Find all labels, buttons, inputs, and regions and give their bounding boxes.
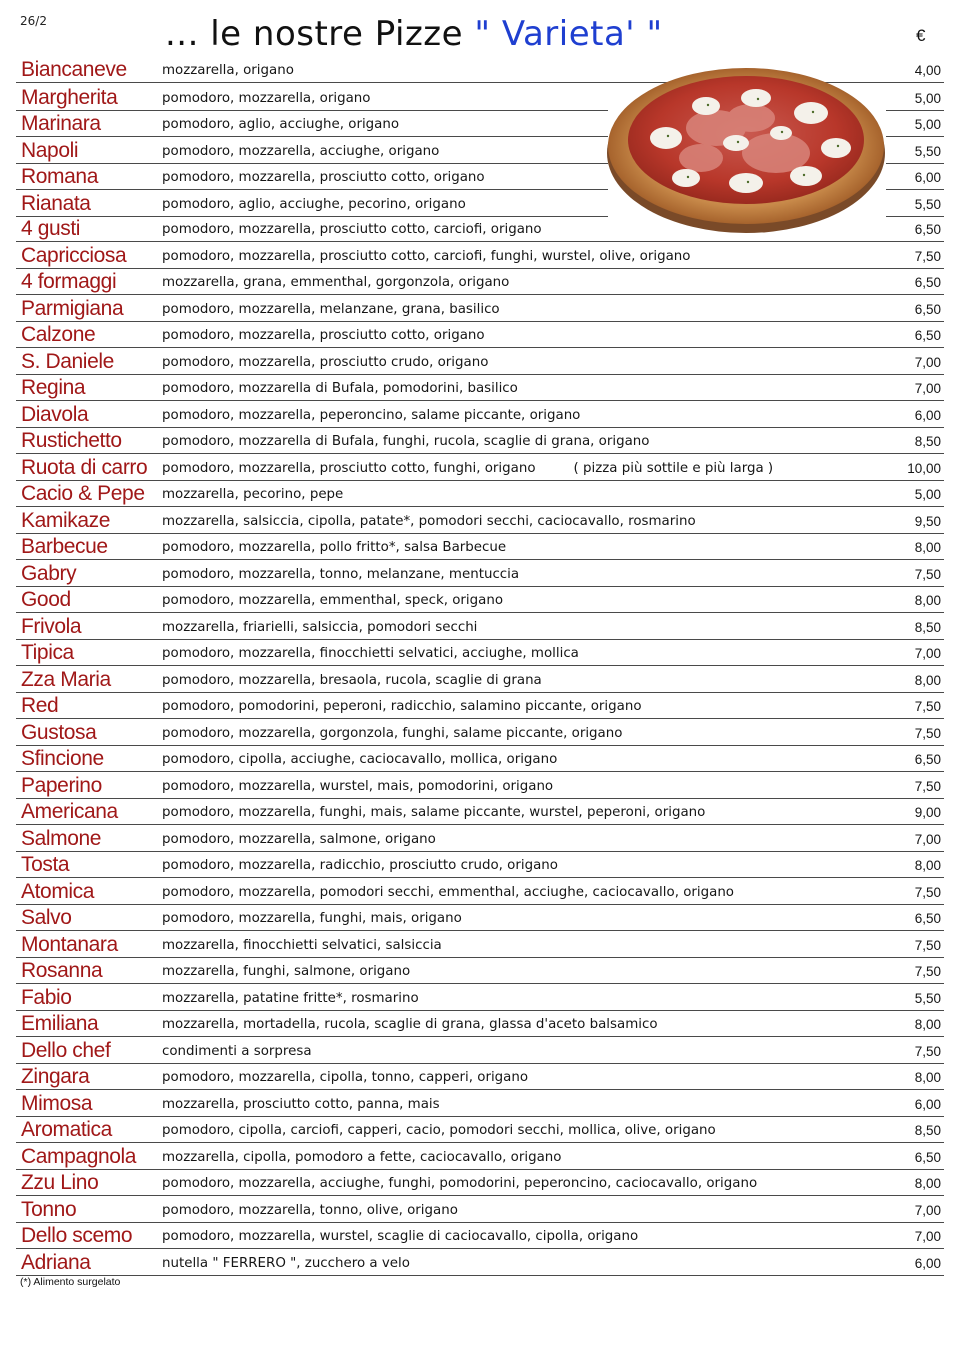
ingredients-text: pomodoro, cipolla, acciughe, caciocavallo, mollica, origano [162, 752, 558, 767]
ingredients-text: pomodoro, mozzarella, finocchietti selvatici, acciughe, mollica [162, 646, 579, 661]
pizza-name: Montanara [21, 932, 118, 956]
ingredients-text: pomodoro, mozzarella, salmone, origano [162, 831, 436, 847]
menu-row [16, 534, 944, 561]
pizza-price: 8,50 [914, 619, 941, 635]
ingredients-text: pomodoro, mozzarella, acciughe, funghi, pomodorini, peperoncino, caciocavallo, origano [162, 1176, 758, 1191]
pizza-price: 5,00 [914, 90, 941, 106]
pizza-price: 4,00 [914, 63, 941, 78]
pizza-price: 10,00 [907, 460, 941, 476]
menu-row [16, 905, 944, 932]
menu-row [16, 587, 944, 614]
pizza-price: 8,00 [914, 1070, 941, 1085]
pizza-ingredients [162, 275, 509, 291]
pizza-price: 7,50 [914, 884, 941, 900]
pizza-name: Dello chef [21, 1038, 111, 1062]
ingredients-text: pomodoro, mozzarella, pomodori secchi, emmenthal, acciughe, caciocavallo, origano [162, 884, 735, 900]
pizza-name: Red [21, 694, 59, 717]
menu-row [16, 640, 944, 667]
pizza-ingredients [162, 197, 466, 213]
menu-row [16, 984, 944, 1011]
pizza-photo [606, 58, 886, 234]
pizza-price: 5,50 [914, 196, 941, 212]
pizza-name: Campagnola [21, 1144, 137, 1168]
ingredients-text: mozzarella, finocchietti selvatici, salsiccia [162, 937, 442, 953]
pizza-price: 7,50 [914, 937, 941, 953]
pizza-name: Marinara [21, 112, 101, 135]
pizza-ingredients [162, 222, 542, 238]
ingredients-text: pomodoro, cipolla, carciofi, capperi, cacio, pomodori secchi, mollica, olive, origano [162, 1123, 716, 1138]
pizza-name: Margherita [21, 85, 118, 109]
pizza-name: Capricciosa [21, 243, 127, 267]
pizza-price: 8,50 [914, 1123, 941, 1138]
menu-row [16, 613, 944, 640]
pizza-ingredients [162, 381, 518, 397]
menu-row [16, 1223, 944, 1250]
ingredients-text: pomodoro, aglio, acciughe, origano [162, 117, 400, 132]
ingredients-text: mozzarella, pecorino, pepe [162, 487, 344, 502]
ingredients-text: pomodoro, mozzarella, cipolla, tonno, capperi, origano [162, 1070, 529, 1085]
menu-row [16, 1117, 944, 1144]
pizza-ingredients [162, 1150, 561, 1166]
pizza-name: Mimosa [21, 1091, 93, 1115]
pizza-name: Barbecue [21, 535, 108, 558]
pizza-price: 7,50 [914, 778, 941, 794]
menu-row [16, 666, 944, 693]
pizza-ingredients [162, 646, 579, 662]
pizza-name: Napoli [21, 138, 79, 162]
menu-row [16, 454, 944, 481]
pizza-ingredients [162, 1070, 528, 1086]
pizza-name: Americana [21, 800, 118, 823]
pizza-price: 7,00 [914, 354, 941, 370]
pizza-ingredients [162, 408, 580, 424]
ingredients-text: pomodoro, pomodorini, peperoni, radicchio, salamino piccante, origano [162, 699, 642, 714]
pizza-ingredients [162, 858, 558, 874]
pizza-price: 7,50 [914, 725, 941, 741]
pizza-name: Adriana [21, 1250, 91, 1274]
pizza-price: 5,50 [914, 990, 941, 1006]
pizza-price: 6,00 [914, 1255, 941, 1271]
pizza-name: Tipica [21, 641, 74, 664]
pizza-ingredients [162, 1097, 440, 1113]
pizza-name: Atomica [21, 879, 95, 903]
pizza-name: Frivola [21, 614, 82, 638]
menu-row [16, 322, 944, 349]
pizza-ingredients [162, 726, 622, 742]
ingredients-text: mozzarella, friarielli, salsiccia, pomodori secchi [162, 619, 478, 635]
pizza-price: 8,00 [914, 540, 941, 555]
ingredients-text: pomodoro, mozzarella, prosciutto cotto, origano [162, 328, 485, 343]
menu-row [16, 772, 944, 799]
pizza-price: 8,00 [914, 858, 941, 873]
pizza-name: Sfincione [21, 747, 104, 770]
pizza-price: 7,50 [914, 566, 941, 582]
pizza-price: 9,00 [914, 805, 941, 820]
menu-row [16, 348, 944, 375]
pizza-ingredients [162, 1203, 458, 1219]
pizza-name: S. Daniele [21, 349, 114, 373]
pizza-ingredients [162, 991, 419, 1007]
ingredients-text: mozzarella, grana, emmenthal, gorgonzola, origano [162, 275, 510, 290]
menu-row [16, 746, 944, 773]
pizza-name: Dello scemo [21, 1224, 133, 1247]
ingredients-text: pomodoro, mozzarella, emmenthal, speck, origano [162, 593, 504, 608]
pizza-price: 7,50 [914, 699, 941, 714]
pizza-ingredients [162, 144, 439, 160]
ingredients-text: pomodoro, mozzarella, gorgonzola, funghi, salame piccante, origano [162, 725, 623, 741]
pizza-ingredients [162, 63, 294, 79]
pizza-ingredients [162, 779, 553, 795]
pizza-price: 5,00 [914, 117, 941, 132]
menu-row [16, 1037, 944, 1064]
pizza-price: 8,50 [914, 434, 941, 449]
pizza-note: ( pizza più sottile e più larga ) [573, 460, 774, 476]
pizza-price: 8,00 [914, 593, 941, 608]
ingredients-text: pomodoro, mozzarella, tonno, melanzane, mentuccia [162, 566, 520, 582]
pizza-ingredients [162, 911, 462, 927]
pizza-ingredients [162, 302, 500, 318]
pizza-name: Biancaneve [21, 58, 127, 81]
pizza-ingredients [162, 355, 488, 371]
ingredients-text: pomodoro, mozzarella, prosciutto cotto, origano [162, 170, 485, 185]
pizza-ingredients [162, 249, 690, 265]
ingredients-text: pomodoro, mozzarella, tonno, olive, origano [162, 1202, 458, 1218]
pizza-name: 4 gusti [21, 217, 81, 240]
menu-row [16, 375, 944, 402]
pizza-price: 6,00 [914, 170, 941, 185]
menu-row [16, 269, 944, 296]
pizza-name: Rustichetto [21, 429, 122, 452]
menu-row [16, 1170, 944, 1197]
pizza-ingredients [162, 832, 436, 848]
ingredients-text: mozzarella, patatine fritte*, rosmarino [162, 990, 419, 1006]
ingredients-text: mozzarella, prosciutto cotto, panna, mais [162, 1096, 440, 1112]
pizza-name: Salmone [21, 826, 102, 850]
pizza-price: 6,50 [914, 301, 941, 317]
pizza-ingredients [162, 117, 399, 133]
menu-row [16, 693, 944, 720]
ingredients-text: condimenti a sorpresa [162, 1043, 312, 1059]
page-title [165, 12, 663, 56]
pizza-ingredients [162, 1044, 312, 1060]
pizza-price: 5,50 [914, 143, 941, 159]
pizza-price: 7,50 [914, 1043, 941, 1059]
ingredients-text: nutella " FERRERO ", zucchero a velo [162, 1255, 410, 1271]
pizza-ingredients [162, 673, 542, 689]
pizza-ingredients [162, 620, 477, 636]
pizza-price: 8,00 [914, 1176, 941, 1191]
pizza-name: Paperino [21, 773, 102, 797]
pizza-name: Ruota di carro [21, 455, 148, 479]
menu-row [16, 1143, 944, 1170]
pizza-name: Rianata [21, 191, 91, 215]
ingredients-text: pomodoro, mozzarella, radicchio, prosciutto crudo, origano [162, 858, 558, 873]
ingredients-text: pomodoro, mozzarella, prosciutto crudo, origano [162, 354, 489, 370]
pizza-ingredients [162, 328, 485, 344]
ingredients-text: pomodoro, mozzarella, pollo fritto*, salsa Barbecue [162, 540, 507, 555]
pizza-price: 8,00 [914, 672, 941, 688]
ingredients-text: pomodoro, mozzarella di Bufala, funghi, rucola, scaglie di grana, origano [162, 434, 650, 449]
menu-row [16, 825, 944, 852]
pizza-name: Zza Maria [21, 667, 111, 691]
pizza-ingredients [162, 1256, 410, 1272]
pizza-ingredients [162, 461, 773, 477]
pizza-price: 5,00 [914, 487, 941, 502]
menu-row [16, 1196, 944, 1223]
menu-row [16, 1090, 944, 1117]
pizza-menu-list [16, 57, 944, 1276]
ingredients-text: pomodoro, mozzarella, wurstel, scaglie di caciocavallo, cipolla, origano [162, 1229, 639, 1244]
ingredients-text: pomodoro, mozzarella di Bufala, pomodorini, basilico [162, 381, 518, 396]
ingredients-text: pomodoro, mozzarella, funghi, mais, origano [162, 911, 462, 926]
pizza-name: Fabio [21, 985, 72, 1009]
pizza-ingredients [162, 91, 370, 107]
footnote: (*) Alimento surgelato [20, 1276, 121, 1288]
pizza-name: Cacio & Pepe [21, 482, 145, 505]
menu-row [16, 481, 944, 508]
pizza-name: Tosta [21, 853, 70, 876]
ingredients-text: pomodoro, mozzarella, prosciutto cotto, carciofi, funghi, wurstel, olive, origano [162, 248, 691, 264]
ingredients-text: mozzarella, cipolla, pomodoro a fette, caciocavallo, origano [162, 1149, 562, 1165]
ingredients-text: pomodoro, mozzarella, peperoncino, salame piccante, origano [162, 407, 581, 423]
menu-row [16, 1249, 944, 1276]
pizza-price: 7,50 [914, 964, 941, 979]
pizza-price: 6,50 [914, 1149, 941, 1165]
menu-row [16, 799, 944, 826]
pizza-name: Romana [21, 165, 98, 188]
menu-row [16, 1064, 944, 1091]
menu-row [16, 1011, 944, 1038]
ingredients-text: pomodoro, mozzarella, origano [162, 90, 371, 106]
page-number: 26/2 [20, 14, 47, 28]
menu-row [16, 719, 944, 746]
menu-row [16, 560, 944, 587]
pizza-price: 7,00 [914, 1202, 941, 1218]
pizza-ingredients [162, 699, 642, 715]
menu-row [16, 878, 944, 905]
pizza-name: Salvo [21, 906, 72, 929]
pizza-price: 7,00 [914, 381, 941, 396]
menu-row [16, 295, 944, 322]
pizza-name: Emiliana [21, 1012, 99, 1035]
pizza-price: 7,00 [914, 831, 941, 847]
pizza-price: 6,50 [914, 328, 941, 343]
menu-row [16, 507, 944, 534]
pizza-name: Zzu Lino [21, 1171, 99, 1194]
pizza-ingredients [162, 540, 506, 556]
title-prefix: ... le nostre Pizze [165, 14, 464, 54]
pizza-name: Good [21, 588, 71, 611]
pizza-price: 6,50 [914, 222, 941, 237]
pizza-name: Diavola [21, 402, 89, 426]
pizza-ingredients [162, 752, 557, 768]
pizza-ingredients [162, 885, 734, 901]
pizza-ingredients [162, 434, 649, 450]
pizza-ingredients [162, 514, 696, 530]
menu-row [16, 242, 944, 269]
pizza-ingredients [162, 170, 485, 186]
pizza-price: 6,50 [914, 275, 941, 290]
pizza-price: 6,00 [914, 407, 941, 423]
pizza-price: 6,00 [914, 1096, 941, 1112]
ingredients-text: mozzarella, funghi, salmone, origano [162, 964, 411, 979]
ingredients-text: pomodoro, mozzarella, funghi, mais, salame piccante, wurstel, peperoni, origano [162, 805, 706, 820]
menu-row [16, 958, 944, 985]
pizza-price: 7,00 [914, 1229, 941, 1244]
menu-row [16, 852, 944, 879]
pizza-name: Rosanna [21, 959, 103, 982]
pizza-name: Calzone [21, 323, 96, 346]
pizza-name: Aromatica [21, 1118, 112, 1141]
ingredients-text: mozzarella, salsiccia, cipolla, patate*, pomodori secchi, caciocavallo, rosmarino [162, 513, 696, 529]
pizza-name: 4 formaggi [21, 270, 117, 293]
ingredients-text: mozzarella, mortadella, rucola, scaglie di grana, glassa d'aceto balsamico [162, 1017, 658, 1032]
pizza-ingredients [162, 938, 442, 954]
pizza-ingredients [162, 1123, 716, 1139]
pizza-name: Kamikaze [21, 508, 111, 532]
pizza-name: Tonno [21, 1197, 77, 1221]
pizza-price: 8,00 [914, 1017, 941, 1032]
menu-row [16, 428, 944, 455]
ingredients-text: pomodoro, mozzarella, prosciutto cotto, carciofi, origano [162, 222, 542, 237]
pizza-ingredients [162, 805, 705, 821]
pizza-ingredients [162, 964, 410, 980]
pizza-price: 7,00 [914, 646, 941, 661]
pizza-price: 9,50 [914, 513, 941, 529]
ingredients-text: pomodoro, mozzarella, prosciutto cotto, funghi, origano [162, 460, 536, 476]
pizza-ingredients [162, 1229, 638, 1245]
pizza-ingredients [162, 1017, 658, 1033]
title-accent: " Varieta' " [474, 14, 663, 54]
ingredients-text: pomodoro, mozzarella, melanzane, grana, basilico [162, 301, 500, 317]
pizza-name: Regina [21, 376, 86, 399]
pizza-name: Gustosa [21, 720, 97, 744]
menu-row [16, 401, 944, 428]
pizza-ingredients [162, 593, 503, 609]
currency-symbol: € [916, 26, 926, 45]
pizza-price: 6,50 [914, 752, 941, 767]
pizza-name: Gabry [21, 561, 77, 585]
pizza-ingredients [162, 487, 343, 503]
pizza-ingredients [162, 1176, 757, 1192]
pizza-price: 7,50 [914, 248, 941, 264]
ingredients-text: pomodoro, mozzarella, bresaola, rucola, scaglie di grana [162, 672, 542, 688]
pizza-price: 6,50 [914, 911, 941, 926]
pizza-name: Parmigiana [21, 296, 124, 320]
ingredients-text: pomodoro, aglio, acciughe, pecorino, origano [162, 196, 466, 212]
menu-row [16, 931, 944, 958]
pizza-name: Zingara [21, 1065, 90, 1088]
ingredients-text: pomodoro, mozzarella, wurstel, mais, pomodorini, origano [162, 778, 554, 794]
pizza-ingredients [162, 567, 519, 583]
ingredients-text: mozzarella, origano [162, 63, 294, 78]
ingredients-text: pomodoro, mozzarella, acciughe, origano [162, 143, 440, 159]
